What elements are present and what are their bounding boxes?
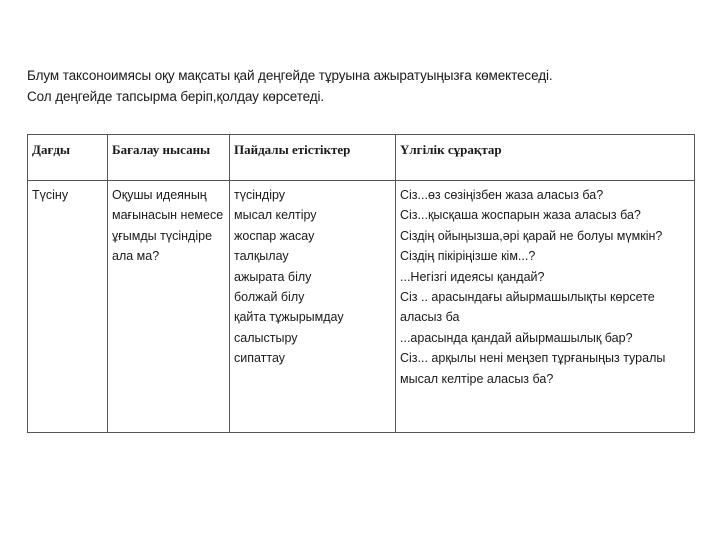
cell-assessment	[108, 181, 230, 433]
question-item: ...Негізгі идеясы қандай?	[400, 269, 545, 284]
verb-item: қайта тұжырымдау	[234, 310, 344, 325]
table-row	[28, 181, 695, 433]
header-questions: Үлгілік сұрақтар	[396, 135, 695, 181]
cell-questions	[396, 181, 695, 433]
question-item: Сіздің ойыңызша,әрі қарай не болуы мүмкін?	[400, 228, 663, 243]
intro-line-1: Блум таксоноимясы оқу мақсаты қай деңгейде тұруына ажыратуыңызға көмектеседі.	[27, 68, 553, 83]
verb-item: түсіндіру	[234, 188, 286, 202]
verb-item: салыстыру	[234, 330, 298, 345]
cell-skill: Түсіну	[28, 181, 108, 433]
question-item: ...арасында қандай айырмашылық бар?	[400, 330, 633, 345]
verb-item: сипаттау	[234, 351, 286, 366]
verb-item: жоспар жасау	[234, 228, 315, 243]
verb-item: мысал келтіру	[234, 208, 317, 223]
header-verbs: Пайдалы етістіктер	[230, 135, 396, 181]
question-item: Сіз... арқылы нені меңзеп тұрғаныңыз туралы мысал келтіре аласыз ба?	[400, 351, 666, 386]
table-header-row	[28, 135, 695, 181]
intro-line-2: Сол деңгейде тапсырма беріп,қолдау көрсетеді.	[27, 89, 325, 104]
question-item: Сіз .. арасындағы айырмашылықты көрсете аласыз ба	[400, 290, 655, 325]
verb-item: талқылау	[234, 249, 289, 264]
question-item: Сіз...қысқаша жоспарын жаза аласыз ба?	[400, 208, 641, 223]
question-item: Сіздің пікіріңізше кім...?	[400, 249, 536, 264]
bloom-taxonomy-table	[27, 134, 695, 433]
question-item: Сіз...өз сөзіңізбен жаза аласыз ба?	[400, 188, 604, 202]
verb-item: ажырата білу	[234, 269, 312, 284]
cell-verbs	[230, 181, 396, 433]
intro-text	[27, 65, 697, 107]
verb-item: болжай білу	[234, 290, 305, 305]
header-assessment: Бағалау нысаны	[108, 135, 230, 181]
header-skill: Дағды	[28, 135, 108, 181]
assessment-text: Оқушы идеяның мағынасын немесе ұғымды түсіндіре ала ма?	[112, 188, 224, 264]
